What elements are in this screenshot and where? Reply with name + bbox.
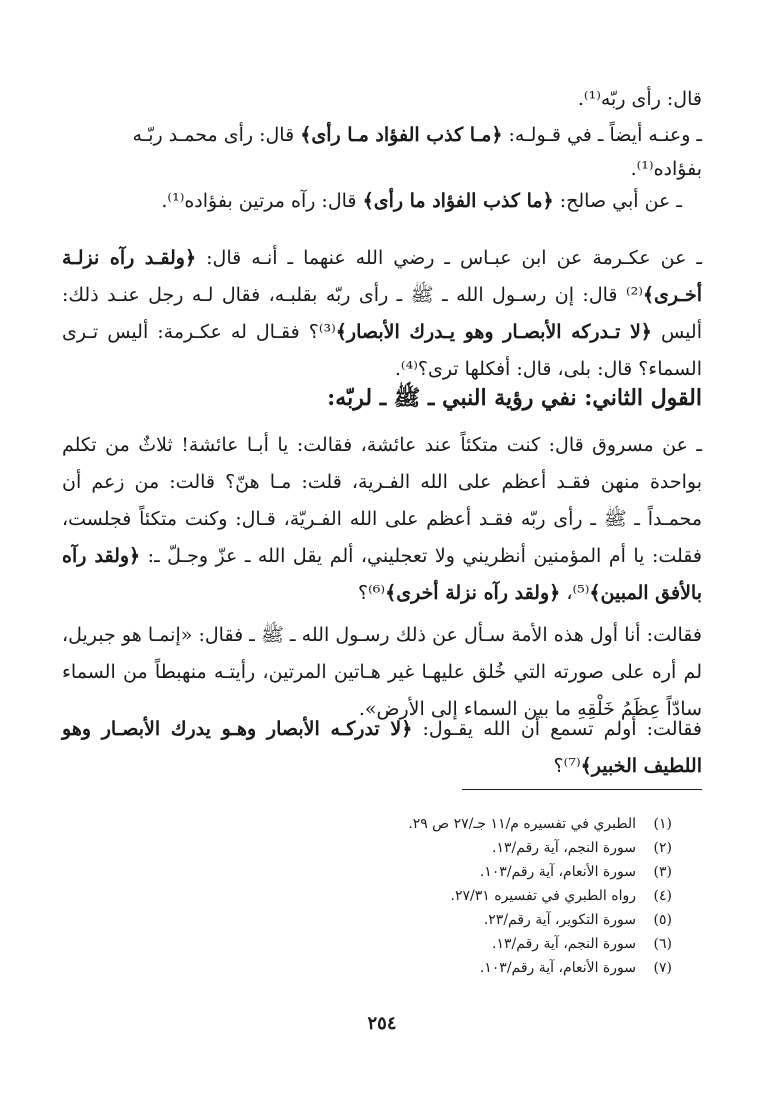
text-l3: بفؤاده⁽¹⁾. — [630, 158, 702, 180]
paragraph-answer: فقالت: أنا أول هذه الأمة سـأل عن ذلك رسـول الله ـ ﷺ ـ فقال: «إنمـا هو جبريل، لم أره على صورته التي خُلق عليهـا غير هـاتين المرتين، رأيتـه منهبطاً من السماء سادّاً عِظَمُ خَلْقِهِ ما بين السماء إلى الأرض». — [62, 624, 702, 720]
footnote-text: سورة التكوير، آية رقم/٢٣. — [483, 912, 636, 928]
footnote-text: سورة النجم، آية رقم/١٣. — [492, 936, 636, 952]
text-l2a: ـ وعنـه أيضاً ـ في قـولـه: — [502, 124, 702, 146]
footnote-5 — [484, 912, 672, 928]
footnote-text: سورة الأنعام، آية رقم/١٠٣. — [479, 960, 636, 976]
footnote-number: (٣) — [653, 864, 672, 880]
footnote-number: (٥) — [653, 912, 672, 928]
quran-quote-l2: ﴿مـا كذب الفؤاد مـا رأى﴾ — [300, 124, 503, 146]
masruq-text-3: ⁽⁶⁾؟ — [358, 582, 386, 604]
footnote-text: سورة النجم، آية رقم/١٣. — [492, 840, 636, 856]
text-l1: قال: رأى ربّه⁽¹⁾. — [577, 88, 702, 110]
footnote-number: (١) — [653, 816, 672, 832]
last-text-2: ⁽⁷⁾؟ — [553, 755, 581, 777]
last-text-1: فقالت: أولم تسمع أن الله يقـول: — [412, 718, 702, 740]
page-number: ٢٥٤ — [367, 1013, 397, 1034]
masruq-quote-1: ﴿ولقد رآه بالأفق المبين﴾ — [62, 545, 702, 604]
paragraph-masruq — [62, 427, 702, 612]
masruq-text-1: ـ عن مسروق قال: كنت متكئاً عند عائشة، فقالت: يا أبـا عائشة! ثلاثٌ من تكلم بواحدة منهن فقـد أعظم على الله الفـرية، قلت: مـا هنّ؟ قالت: من زعم أن محمـداً ـ ﷺ ـ رأى ربّه فقـد أعظم على الله الفـريّة، قـال: وكنت متكئاً فجلست، فقلت: يا أم المؤمنين أنظريني ولا تعجليني، ألم يقل الله ـ عزّ وجـلّ ـ: — [62, 434, 702, 567]
ikrima-text-3: ⁽³⁾؟ فقـال له عكـرمة: أليس تـرى السماء؟ قال: بلى، قال: أفكلها ترى؟⁽⁴⁾. — [62, 321, 702, 380]
line-3 — [62, 158, 702, 180]
footnote-6 — [492, 936, 672, 952]
section-heading: القول الثاني: نفي رؤية النبي ـ ﷺ ـ لربّه: — [327, 385, 702, 411]
footnote-7 — [480, 960, 672, 976]
ikrima-quote-1: ﴿ولقـد رآه نزلـة أخـرى﴾ — [62, 247, 702, 306]
ikrima-text-1: ـ عن عكـرمة عن ابن عبـاس ـ رضي الله عنهما ـ أنـه قال: — [196, 247, 702, 269]
text-l4c: قال: رآه مرتين بفؤاده⁽¹⁾. — [161, 190, 363, 212]
footnote-separator — [462, 789, 702, 790]
ikrima-text-2: ⁽²⁾ قال: إن رسـول الله ـ ﷺ ـ رأى ربّه بقلبـه، فقال لـه رجل عنـد ذلك: أليس — [62, 284, 702, 343]
footnote-2 — [492, 840, 672, 856]
line-4 — [62, 190, 682, 212]
footnote-number: (٢) — [653, 840, 672, 856]
footnote-number: (٧) — [653, 960, 672, 976]
footnote-text: الطبري في تفسيره م/١١ جـ/٢٧ ص ٢٩. — [408, 816, 636, 832]
paragraph-last — [62, 711, 702, 785]
footnote-1 — [408, 816, 672, 832]
footnote-3 — [480, 864, 672, 880]
quran-quote-l4: ﴿ما كذب الفؤاد ما رأى﴾ — [362, 190, 554, 212]
footnote-text: رواه الطبري في تفسيره ٢٧/٣١. — [450, 888, 636, 904]
paragraph-ikrima — [62, 240, 702, 388]
line-2 — [62, 124, 702, 146]
masruq-text-2: ⁽⁵⁾، — [560, 582, 590, 604]
last-quote-1: ﴿لا تدركـه الأبصار وهـو يدرك الأبصـار وهو اللطيف الخبير﴾ — [62, 718, 702, 777]
line-1 — [62, 88, 702, 110]
footnote-number: (٤) — [653, 888, 672, 904]
text-l4a: ـ عن أبي صالح: — [553, 190, 682, 212]
footnote-4 — [451, 888, 672, 904]
masruq-quote-2: ﴿ولقد رآه نزلة أخرى﴾ — [385, 582, 561, 604]
footnote-text: سورة الأنعام، آية رقم/١٠٣. — [479, 864, 636, 880]
text-l2c: قال: رأى محمـد ربّـه — [132, 124, 301, 146]
ikrima-quote-2: ﴿لا تـدركه الأبصـار وهو يـدرك الأبصار﴾ — [335, 321, 652, 343]
footnote-number: (٦) — [653, 936, 672, 952]
